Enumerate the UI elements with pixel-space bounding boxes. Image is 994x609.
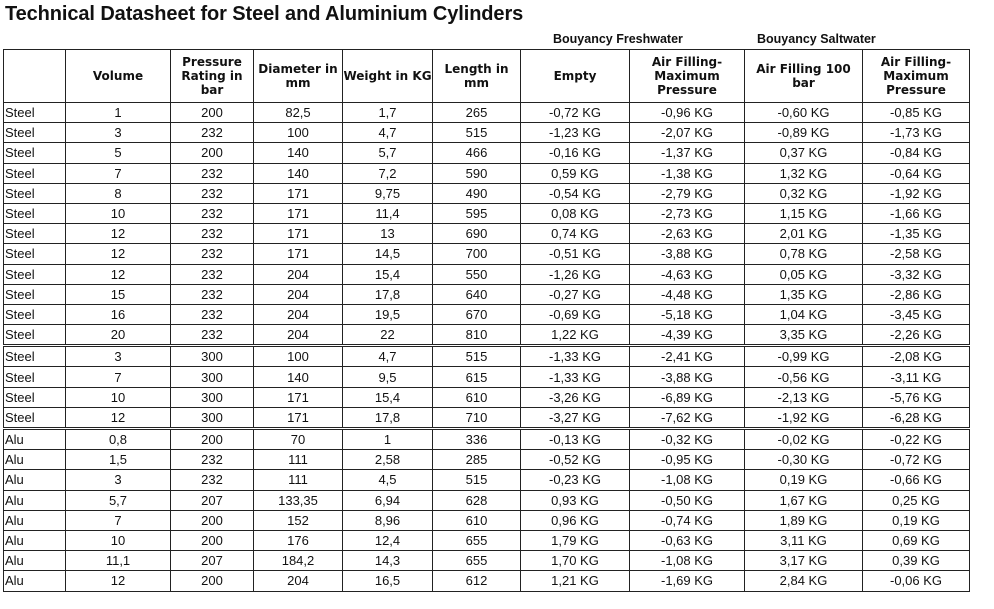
table-cell: 207 (171, 551, 254, 571)
table-cell: 655 (433, 530, 521, 550)
table-cell: 171 (254, 244, 343, 264)
table-cell: 0,08 KG (521, 203, 630, 223)
table-row-group (4, 429, 970, 592)
table-cell: Steel (4, 387, 66, 407)
table-cell: 11,4 (343, 203, 433, 223)
table-row (4, 163, 970, 183)
table-cell: Steel (4, 123, 66, 143)
table-cell: -2,86 KG (863, 284, 970, 304)
table-cell: 16 (66, 304, 171, 324)
table-cell: 204 (254, 264, 343, 284)
table-cell: -5,18 KG (630, 304, 745, 324)
table-cell: -1,23 KG (521, 123, 630, 143)
table-cell: -0,54 KG (521, 183, 630, 203)
table-cell: -3,32 KG (863, 264, 970, 284)
table-cell: 690 (433, 224, 521, 244)
table-cell: 515 (433, 123, 521, 143)
table-cell: 0,74 KG (521, 224, 630, 244)
table-cell: 1,5 (66, 450, 171, 470)
table-cell: -0,85 KG (863, 103, 970, 123)
table-cell: 232 (171, 183, 254, 203)
table-cell: -2,13 KG (745, 387, 863, 407)
table-cell: Alu (4, 510, 66, 530)
table-cell: 10 (66, 203, 171, 223)
table-cell: 490 (433, 183, 521, 203)
table-cell: 300 (171, 387, 254, 407)
table-cell: 100 (254, 346, 343, 367)
table-cell: 111 (254, 470, 343, 490)
table-cell: 0,93 KG (521, 490, 630, 510)
table-cell: -0,56 KG (745, 367, 863, 387)
table-cell: Alu (4, 450, 66, 470)
header-pressure-rating: Pressure Rating in bar (171, 50, 254, 103)
header-length: Length in mm (433, 50, 521, 103)
table-cell: 285 (433, 450, 521, 470)
table-row (4, 530, 970, 550)
table-row (4, 551, 970, 571)
table-cell: Alu (4, 530, 66, 550)
table-cell: 12 (66, 244, 171, 264)
table-cell: 0,96 KG (521, 510, 630, 530)
table-cell: 14,3 (343, 551, 433, 571)
table-row (4, 429, 970, 450)
table-cell: 628 (433, 490, 521, 510)
table-cell: -4,48 KG (630, 284, 745, 304)
table-cell: 3 (66, 470, 171, 490)
table-cell: Steel (4, 163, 66, 183)
table-cell: -2,41 KG (630, 346, 745, 367)
table-row (4, 325, 970, 346)
table-cell: -0,30 KG (745, 450, 863, 470)
table-cell: Steel (4, 325, 66, 346)
table-cell: 1,32 KG (745, 163, 863, 183)
table-cell: -3,88 KG (630, 367, 745, 387)
table-cell: -1,08 KG (630, 470, 745, 490)
table-cell: 0,39 KG (863, 551, 970, 571)
table-cell: 70 (254, 429, 343, 450)
table-row (4, 244, 970, 264)
buoyancy-freshwater-label: Bouyancy Freshwater (553, 32, 683, 46)
table-cell: Steel (4, 346, 66, 367)
table-cell: -0,63 KG (630, 530, 745, 550)
table-cell: -2,07 KG (630, 123, 745, 143)
table-cell: 610 (433, 510, 521, 530)
header-row (4, 50, 970, 103)
table-cell: 0,19 KG (863, 510, 970, 530)
table-cell: 9,75 (343, 183, 433, 203)
buoyancy-saltwater-label: Bouyancy Saltwater (757, 32, 876, 46)
table-cell: -1,38 KG (630, 163, 745, 183)
table-cell: -1,73 KG (863, 123, 970, 143)
table-cell: -2,08 KG (863, 346, 970, 367)
table-cell: 204 (254, 304, 343, 324)
table-cell: -1,66 KG (863, 203, 970, 223)
table-cell: 100 (254, 123, 343, 143)
table-cell: 1,35 KG (745, 284, 863, 304)
table-cell: 515 (433, 346, 521, 367)
table-cell: 7,2 (343, 163, 433, 183)
table-cell: -0,06 KG (863, 571, 970, 591)
table-row (4, 143, 970, 163)
table-row (4, 123, 970, 143)
table-cell: 14,5 (343, 244, 433, 264)
table-cell: -2,26 KG (863, 325, 970, 346)
table-cell: -0,69 KG (521, 304, 630, 324)
table-cell: 19,5 (343, 304, 433, 324)
table-cell: Steel (4, 284, 66, 304)
table-cell: 1,7 (343, 103, 433, 123)
table-cell: -0,72 KG (863, 450, 970, 470)
table-row-group (4, 346, 970, 429)
table-cell: -2,63 KG (630, 224, 745, 244)
table-cell: 200 (171, 103, 254, 123)
table-cell: -0,50 KG (630, 490, 745, 510)
table-cell: 140 (254, 163, 343, 183)
table-cell: -3,11 KG (863, 367, 970, 387)
table-cell: 595 (433, 203, 521, 223)
table-cell: 670 (433, 304, 521, 324)
table-cell: 12 (66, 224, 171, 244)
table-cell: -0,99 KG (745, 346, 863, 367)
table-cell: 655 (433, 551, 521, 571)
table-cell: 171 (254, 203, 343, 223)
table-cell: -0,66 KG (863, 470, 970, 490)
table-cell: -0,60 KG (745, 103, 863, 123)
table-cell: -0,89 KG (745, 123, 863, 143)
table-cell: 810 (433, 325, 521, 346)
table-cell: -1,35 KG (863, 224, 970, 244)
table-cell: 1,70 KG (521, 551, 630, 571)
table-row (4, 183, 970, 203)
table-cell: 0,05 KG (745, 264, 863, 284)
table-row (4, 103, 970, 123)
table-cell: Steel (4, 183, 66, 203)
table-cell: 232 (171, 264, 254, 284)
table-cell: -1,92 KG (745, 407, 863, 428)
table-cell: 200 (171, 510, 254, 530)
table-cell: 171 (254, 387, 343, 407)
table-cell: 0,37 KG (745, 143, 863, 163)
table-cell: Steel (4, 203, 66, 223)
table-cell: Steel (4, 244, 66, 264)
table-cell: 232 (171, 470, 254, 490)
header-material (4, 50, 66, 103)
table-cell: 171 (254, 183, 343, 203)
table-cell: 0,78 KG (745, 244, 863, 264)
table-cell: 466 (433, 143, 521, 163)
table-cell: 1 (66, 103, 171, 123)
table-row (4, 510, 970, 530)
table-cell: 9,5 (343, 367, 433, 387)
table-cell: -6,28 KG (863, 407, 970, 428)
table-cell: 7 (66, 163, 171, 183)
table-cell: 2,58 (343, 450, 433, 470)
table-row (4, 407, 970, 428)
table-cell: Steel (4, 304, 66, 324)
table-cell: -0,02 KG (745, 429, 863, 450)
table-cell: -0,22 KG (863, 429, 970, 450)
table-row (4, 490, 970, 510)
table-cell: 0,59 KG (521, 163, 630, 183)
table-cell: -0,64 KG (863, 163, 970, 183)
header-salt-air-max: Air Filling- Maximum Pressure (863, 50, 970, 103)
table-cell: 300 (171, 346, 254, 367)
table-cell: -0,27 KG (521, 284, 630, 304)
header-volume: Volume (66, 50, 171, 103)
datasheet-table (3, 49, 970, 592)
table-cell: 700 (433, 244, 521, 264)
table-cell: -1,08 KG (630, 551, 745, 571)
table-cell: 550 (433, 264, 521, 284)
table-cell: 200 (171, 429, 254, 450)
table-cell: 8,96 (343, 510, 433, 530)
table-cell: 615 (433, 367, 521, 387)
table-cell: 10 (66, 387, 171, 407)
table-cell: 200 (171, 143, 254, 163)
table-cell: 5 (66, 143, 171, 163)
table-cell: 13 (343, 224, 433, 244)
table-cell: -1,26 KG (521, 264, 630, 284)
table-cell: -6,89 KG (630, 387, 745, 407)
table-cell: 7 (66, 367, 171, 387)
table-cell: Steel (4, 264, 66, 284)
table-cell: 11,1 (66, 551, 171, 571)
table-cell: 12 (66, 264, 171, 284)
table-cell: 204 (254, 325, 343, 346)
table-cell: 3,35 KG (745, 325, 863, 346)
table-cell: 265 (433, 103, 521, 123)
table-row (4, 264, 970, 284)
table-cell: -1,37 KG (630, 143, 745, 163)
table-cell: 10 (66, 530, 171, 550)
table-cell: 0,69 KG (863, 530, 970, 550)
table-cell: 0,19 KG (745, 470, 863, 490)
table-cell: 200 (171, 571, 254, 591)
table-cell: 4,7 (343, 346, 433, 367)
table-cell: 300 (171, 407, 254, 428)
table-cell: 152 (254, 510, 343, 530)
table-cell: -2,79 KG (630, 183, 745, 203)
header-fresh-air-max: Air Filling- Maximum Pressure (630, 50, 745, 103)
table-cell: -0,51 KG (521, 244, 630, 264)
table-cell: 4,5 (343, 470, 433, 490)
table-cell: 82,5 (254, 103, 343, 123)
table-cell: -3,45 KG (863, 304, 970, 324)
table-cell: 17,8 (343, 407, 433, 428)
table-cell: -3,26 KG (521, 387, 630, 407)
table-cell: Steel (4, 407, 66, 428)
table-cell: Alu (4, 490, 66, 510)
table-cell: -5,76 KG (863, 387, 970, 407)
table-cell: -1,92 KG (863, 183, 970, 203)
header-diameter: Diameter in mm (254, 50, 343, 103)
table-cell: 232 (171, 304, 254, 324)
table-cell: Steel (4, 224, 66, 244)
table-cell: 232 (171, 325, 254, 346)
table-cell: -0,16 KG (521, 143, 630, 163)
table-cell: -1,69 KG (630, 571, 745, 591)
table-cell: 140 (254, 367, 343, 387)
table-cell: 1,21 KG (521, 571, 630, 591)
table-cell: 1,67 KG (745, 490, 863, 510)
table-cell: 0,32 KG (745, 183, 863, 203)
table-cell: 12 (66, 407, 171, 428)
table-cell: 710 (433, 407, 521, 428)
table-cell: 6,94 (343, 490, 433, 510)
table-cell: 232 (171, 284, 254, 304)
table-cell: 1,79 KG (521, 530, 630, 550)
table-cell: -0,74 KG (630, 510, 745, 530)
table-cell: 20 (66, 325, 171, 346)
table-cell: 17,8 (343, 284, 433, 304)
table-row-group (4, 103, 970, 346)
table-cell: 15,4 (343, 387, 433, 407)
table-cell: 140 (254, 143, 343, 163)
table-cell: -0,13 KG (521, 429, 630, 450)
table-cell: -0,84 KG (863, 143, 970, 163)
table-cell: 0,25 KG (863, 490, 970, 510)
table-cell: 515 (433, 470, 521, 490)
table-cell: 232 (171, 450, 254, 470)
header-fresh-empty: Empty (521, 50, 630, 103)
table-cell: -0,32 KG (630, 429, 745, 450)
header-salt-air-100: Air Filling 100 bar (745, 50, 863, 103)
table-cell: 232 (171, 163, 254, 183)
table-cell: -1,33 KG (521, 346, 630, 367)
table-cell: 3,17 KG (745, 551, 863, 571)
table-cell: 3,11 KG (745, 530, 863, 550)
table-cell: -4,39 KG (630, 325, 745, 346)
table-cell: 4,7 (343, 123, 433, 143)
table-cell: 612 (433, 571, 521, 591)
table-cell: -3,88 KG (630, 244, 745, 264)
table-cell: 15 (66, 284, 171, 304)
table-cell: 0,8 (66, 429, 171, 450)
table-cell: 16,5 (343, 571, 433, 591)
table-cell: Alu (4, 470, 66, 490)
table-cell: -4,63 KG (630, 264, 745, 284)
table-row (4, 304, 970, 324)
table-cell: 232 (171, 123, 254, 143)
table-cell: 204 (254, 284, 343, 304)
table-cell: 207 (171, 490, 254, 510)
table-cell: 610 (433, 387, 521, 407)
table-cell: 7 (66, 510, 171, 530)
table-cell: 640 (433, 284, 521, 304)
table-cell: 5,7 (343, 143, 433, 163)
header-weight: Weight in KG (343, 50, 433, 103)
table-cell: -0,72 KG (521, 103, 630, 123)
table-row (4, 387, 970, 407)
table-cell: -2,58 KG (863, 244, 970, 264)
table-cell: -3,27 KG (521, 407, 630, 428)
table-row (4, 284, 970, 304)
table-cell: -0,96 KG (630, 103, 745, 123)
table-cell: 3 (66, 346, 171, 367)
table-cell: 232 (171, 203, 254, 223)
table-cell: -2,73 KG (630, 203, 745, 223)
table-cell: 3 (66, 123, 171, 143)
table-cell: 12,4 (343, 530, 433, 550)
table-row (4, 470, 970, 490)
table-cell: 1,04 KG (745, 304, 863, 324)
table-cell: 171 (254, 407, 343, 428)
table-cell: 176 (254, 530, 343, 550)
table-cell: 12 (66, 571, 171, 591)
table-cell: Alu (4, 551, 66, 571)
table-cell: 184,2 (254, 551, 343, 571)
table-cell: -0,23 KG (521, 470, 630, 490)
table-cell: Steel (4, 143, 66, 163)
table-cell: Alu (4, 571, 66, 591)
table-cell: -1,33 KG (521, 367, 630, 387)
table-cell: -0,52 KG (521, 450, 630, 470)
table-cell: 232 (171, 244, 254, 264)
table-cell: 204 (254, 571, 343, 591)
table-cell: 1 (343, 429, 433, 450)
table-cell: 232 (171, 224, 254, 244)
table-cell: 15,4 (343, 264, 433, 284)
table-header (4, 50, 970, 103)
table-row (4, 203, 970, 223)
table-row (4, 224, 970, 244)
table-row (4, 450, 970, 470)
table-cell: 8 (66, 183, 171, 203)
table-cell: 22 (343, 325, 433, 346)
table-cell: -7,62 KG (630, 407, 745, 428)
table-cell: 590 (433, 163, 521, 183)
table-cell: 2,84 KG (745, 571, 863, 591)
table-row (4, 346, 970, 367)
table-row (4, 571, 970, 591)
table-cell: 2,01 KG (745, 224, 863, 244)
table-cell: Steel (4, 103, 66, 123)
table-cell: -0,95 KG (630, 450, 745, 470)
table-cell: 1,22 KG (521, 325, 630, 346)
table-cell: 1,15 KG (745, 203, 863, 223)
page-title: Technical Datasheet for Steel and Aluminium Cylinders (5, 3, 524, 25)
table-cell: 111 (254, 450, 343, 470)
table-cell: 336 (433, 429, 521, 450)
table-cell: 171 (254, 224, 343, 244)
table-cell: Alu (4, 429, 66, 450)
table-cell: 300 (171, 367, 254, 387)
table-cell: 200 (171, 530, 254, 550)
table-cell: Steel (4, 367, 66, 387)
table-row (4, 367, 970, 387)
table-cell: 1,89 KG (745, 510, 863, 530)
table-cell: 5,7 (66, 490, 171, 510)
table-cell: 133,35 (254, 490, 343, 510)
